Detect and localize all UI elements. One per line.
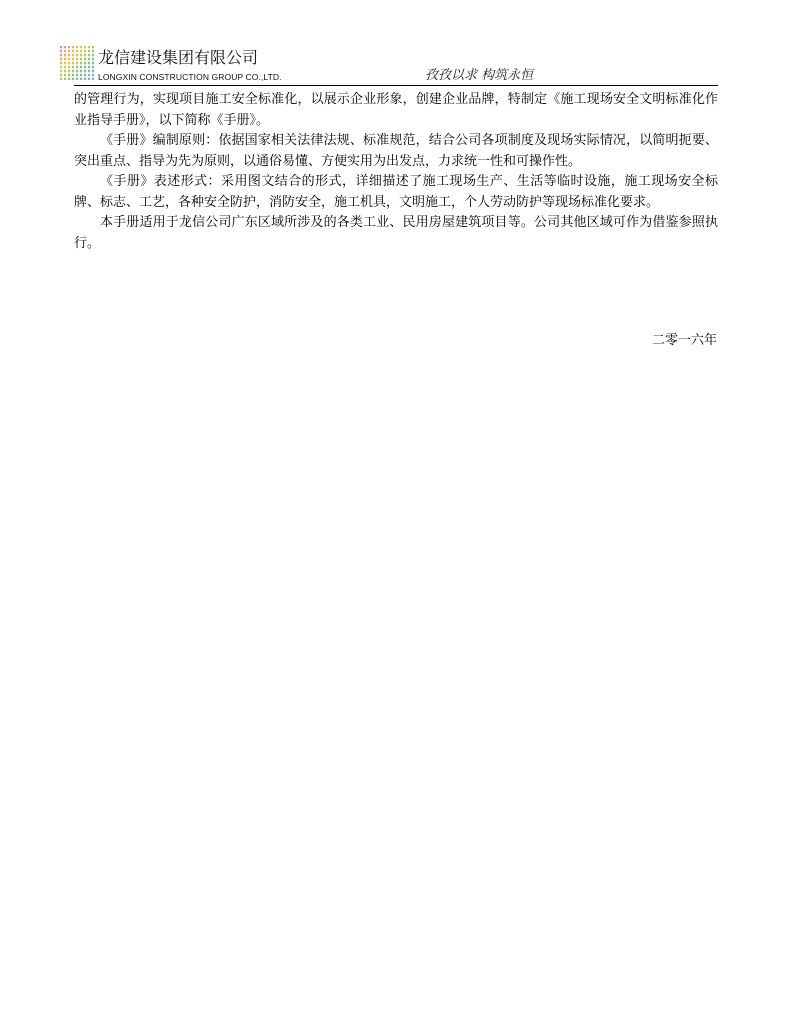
company-name-en: LONGXIN CONSTRUCTION GROUP CO.,LTD.: [98, 72, 282, 82]
paragraph-scope: 本手册适用于龙信公司广东区域所涉及的各类工业、民用房屋建筑项目等。公司其他区域可作为借鉴参照执行。: [74, 215, 718, 251]
document-date: 二零一六年: [651, 333, 717, 348]
paragraph-format: 《手册》表述形式：采用图文结合的形式，详细描述了施工现场生产、生活等临时设施，施工现场安全标牌、标志、工艺，各种安全防护，消防安全，施工机具，文明施工，个人劳动防护等现场标准化要求。: [74, 174, 718, 210]
company-slogan: 孜孜以求 构筑永恒: [425, 68, 534, 83]
paragraph-continuation: 的管理行为，实现项目施工安全标准化，以展示企业形象，创建企业品牌，特制定《施工现场安全文明标准化作业指导手册》，以下简称《手册》。: [74, 92, 718, 128]
document-body: [74, 90, 718, 254]
paragraph-principles: 《手册》编制原则：依据国家相关法律法规、标准规范，结合公司各项制度及现场实际情况，以简明扼要、突出重点、指导为先为原则，以通俗易懂、方便实用为出发点，力求统一性和可操作性。: [74, 133, 718, 169]
company-logo-icon: [60, 46, 94, 80]
header-divider: [74, 85, 718, 86]
company-name-cn: 龙信建设集团有限公司: [98, 48, 259, 67]
